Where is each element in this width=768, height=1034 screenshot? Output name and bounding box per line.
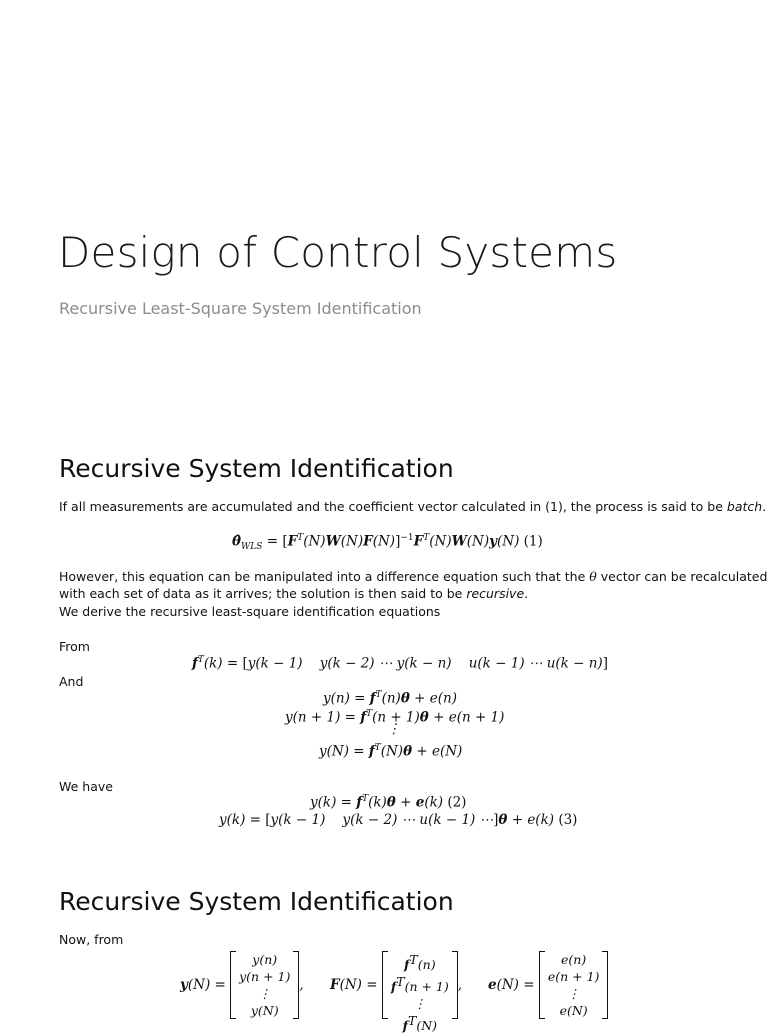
label-from: From <box>59 639 90 654</box>
paragraph-recursive: with each set of data as it arrives; the solution is then said to be recursive. <box>59 586 529 601</box>
label-we-have: We have <box>59 779 113 794</box>
equation-yN: $y(N) = f^T(N)\theta + e(N)$ <box>319 743 463 760</box>
paragraph-batch: If all measurements are accumulated and the coefficient vector calculated in (1), the process is said to be batch. <box>59 499 767 514</box>
equation-2: $y(k) = f^T(k)\theta + e(k)$ (2) <box>310 794 467 811</box>
label-now-from: Now, from <box>59 932 124 947</box>
matrix-F: F(N) = fT(n) fT(n + 1) ⋮ fT(N) , <box>330 952 463 1034</box>
label-and: And <box>59 674 84 689</box>
vertical-ellipsis: ⋮ <box>387 721 401 737</box>
equation-1: $\thetâ_{WLS} = [F^T(N)W(N)F(N)]^{-1}F^T(N)W(N)y(N)$ (1) <box>232 533 543 553</box>
equation-yn1: $y(n + 1) = f^T(n + 1)\theta + e(n + 1)$ <box>285 709 505 726</box>
section-heading: Recursive System Identification <box>59 454 454 483</box>
vector-e: e(N) = e(n) e(n + 1) ⋮ e(N) <box>488 950 608 1020</box>
vector-y: y(N) = y(n) y(n + 1) ⋮ y(N) , <box>180 952 304 1018</box>
slide-title: Design of Control Systems <box>58 228 618 277</box>
paragraph-derive: We derive the recursive least-square identification equations <box>59 604 441 619</box>
equation-3: y(k) = [y(k − 1) y(k − 2) ⋯ u(k − 1) ⋯]θ + e(k) (3) <box>219 812 578 828</box>
paragraph-difference: However, this equation can be manipulated into a difference equation such that the θ vector can be recalculated <box>59 569 768 584</box>
equation-regressor: $f^T(k) = [y(k - 1)$ y(k − 2) ⋯ y(k − n) u(k − 1) ⋯ u(k − n)] <box>192 655 608 672</box>
slide-subtitle: Recursive Least-Square System Identification <box>59 299 422 318</box>
equation-yn: $y(n) = f^T(n)\theta + e(n)$ <box>323 690 457 707</box>
section-heading-2: Recursive System Identification <box>59 887 454 916</box>
